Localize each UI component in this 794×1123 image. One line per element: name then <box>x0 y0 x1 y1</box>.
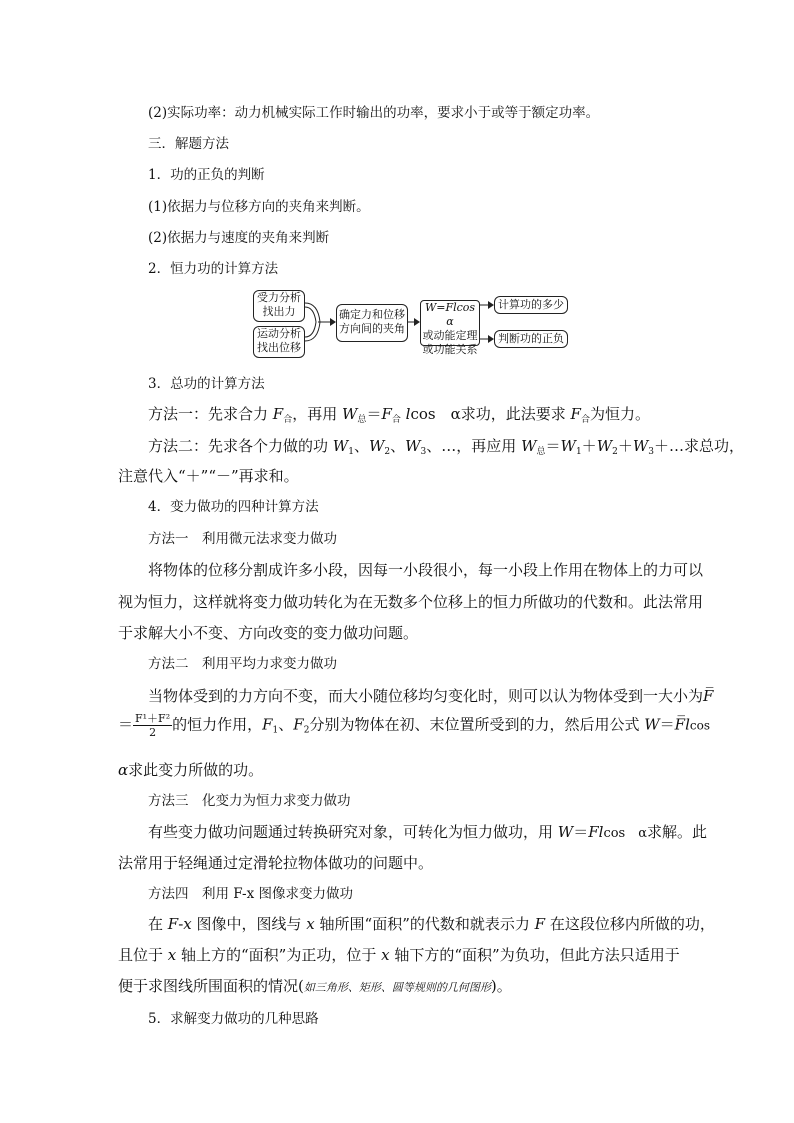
p2-fraction-den: 2 <box>149 726 157 739</box>
m2-text-eq: ＝ <box>545 437 561 455</box>
p2-sep: 、 <box>278 715 294 734</box>
text-transform-2: 法常用于轻绳通过定滑轮拉物体做功的问题中。 <box>118 854 434 872</box>
m2-sub-c: 3 <box>648 447 655 457</box>
m1-text-g: 为恒力。 <box>589 405 650 423</box>
p2-var-alpha: α <box>118 761 129 779</box>
p2-var-Fbar: F̅ <box>703 687 714 705</box>
p4-a5: 图像中，图线与 <box>191 915 307 933</box>
text-total-work-method-1 <box>148 404 650 430</box>
p3-text-b: 求解。此 <box>647 823 708 841</box>
p4-a1: 在 <box>148 915 168 933</box>
m1-sub-1: 合 <box>283 415 293 425</box>
m1-sub-2: 总 <box>357 415 367 425</box>
m2-var-W3: W <box>405 437 421 455</box>
m2-sub-1: 1 <box>348 447 354 457</box>
text-total-work-method-2 <box>148 436 744 462</box>
p2-sub-1: 1 <box>272 725 279 736</box>
heading-constant-force-work: 2．恒力功的计算方法 <box>148 261 279 277</box>
m2-text-b: 、…，再应用 <box>426 437 522 455</box>
m1-var-F: F <box>272 405 284 423</box>
m1-sub-3: 合 <box>391 415 401 425</box>
heading-method-micro-element: 方法一 利用微元法求变力做功 <box>148 531 337 547</box>
p2-sub-2: 2 <box>303 725 310 736</box>
p2-var-F2: F <box>293 715 304 734</box>
m2-plus-2: ＋ <box>617 437 633 455</box>
p4-b3: 轴上方的“面积”为正功，位于 <box>176 946 382 964</box>
heading-variable-force-ideas: 5．求解变力做功的几种思路 <box>148 1011 319 1027</box>
flow-box-formula-line3: 或功能关系 <box>422 343 478 356</box>
text-micro-element-1: 将物体的位移分割成许多小段，因每一小段很小，每一小段上作用在物体上的力可以 <box>148 561 704 579</box>
text-micro-element-2: 视为恒力，这样就将变力做功转化为在无数多个位移上的恒力所做功的代数和。此法常用 <box>118 593 704 611</box>
p3-text-cos: cos α <box>603 826 647 841</box>
text-fx-graph-3 <box>118 976 512 998</box>
heading-method-average-force: 方法二 利用平均力求变力做功 <box>148 656 337 672</box>
m1-var-F3: F <box>570 405 581 423</box>
p2-text-e: 求此变力所做的功。 <box>128 761 264 779</box>
m1-var-W: W <box>342 405 358 423</box>
p4-a7: 轴所围“面积”的代数和就表示力 <box>314 915 535 933</box>
p2-text-c: 分别为物体在初、末位置所受到的力，然后用公式 <box>309 715 645 734</box>
p2-var-F1: F <box>262 715 273 734</box>
m2-plus-1: ＋ <box>581 437 597 455</box>
m1-var-F2: F <box>381 405 392 423</box>
p4-c2: 如三角形、矩形、圆等规则的几何图形 <box>303 981 491 994</box>
p2-eq: ＝ <box>118 715 134 734</box>
m2-sub-2: 2 <box>384 447 391 457</box>
heading-work-sign: 1．功的正负的判断 <box>148 167 265 183</box>
m2-sub-total: 总 <box>536 447 546 457</box>
m2-text-d: ＋…求总功， <box>654 437 745 455</box>
p4-a8: F <box>534 915 546 933</box>
text-transform-1 <box>148 822 707 844</box>
m2-text-a: 方法二：先求各个力做的功 <box>148 437 333 455</box>
text-actual-power: (2)实际功率：动力机械实际工作时输出的功率，要求小于或等于额定功率。 <box>148 105 600 121</box>
text-micro-element-3: 于求解大小不变、方向改变的变力做功问题。 <box>118 624 419 642</box>
flow-box-force-analysis <box>253 290 305 322</box>
flow-box-angle-line1: 确定力和位移 <box>339 308 405 321</box>
m1-var-l: l <box>400 405 411 423</box>
p2-text-a: 当物体受到的力方向不变，而大小随位移均匀变化时，则可以认为物体受到一大小为 <box>148 687 704 705</box>
m2-var-Wc: W <box>632 437 649 455</box>
heading-method-fx-graph: 方法四 利用 F-x 图像求变力做功 <box>148 886 354 902</box>
text-fx-graph-2 <box>118 945 680 965</box>
p4-a3: - <box>178 915 184 933</box>
m1-text-cos: cos α <box>410 405 461 423</box>
flow-box-formula <box>420 300 480 356</box>
m2-var-Wa: W <box>560 437 576 455</box>
flow-box-angle <box>336 304 408 342</box>
flow-box-work-amount: 计算功的多少 <box>494 296 568 314</box>
p2-fraction <box>133 712 172 739</box>
m2-var-W1: W <box>332 437 349 455</box>
m2-sub-a: 1 <box>575 447 582 457</box>
flow-box-force-analysis-line1: 受力分析 <box>257 291 301 304</box>
m1-text-a: 方法一：先求合力 <box>148 405 273 423</box>
p3-text-a: 有些变力做功问题通过转换研究对象，可转化为恒力做功，用 <box>148 823 558 841</box>
m1-text-f: 求功，此法要求 <box>460 405 571 423</box>
m2-var-W2: W <box>368 437 385 455</box>
text-sign-method-2: (2)依据力与速度的夹角来判断 <box>148 230 330 246</box>
heading-method-transform: 方法三 化变力为恒力求变力做功 <box>148 793 351 809</box>
p2-fraction-num: F¹＋F² <box>135 712 171 725</box>
p2-eq2: ＝ <box>659 715 675 734</box>
heading-solving-methods: 三．解题方法 <box>148 136 229 152</box>
m1-text-c: ＝ <box>366 405 382 423</box>
m1-sub-4: 合 <box>580 415 590 425</box>
heading-total-work: 3．总功的计算方法 <box>148 376 265 392</box>
heading-variable-force-work: 4．变力做功的四种计算方法 <box>148 499 319 515</box>
p4-a4: x <box>183 915 192 933</box>
m2-sub-b: 2 <box>612 447 618 457</box>
text-average-force-2 <box>118 712 710 750</box>
m2-var-Wb: W <box>596 437 613 455</box>
p4-c3: )。 <box>490 977 512 995</box>
p4-c1: 便于求图线所围面积的情况( <box>118 977 304 995</box>
flow-box-motion-analysis-line2: 找出位移 <box>257 341 301 354</box>
text-fx-graph-1 <box>148 914 715 934</box>
m2-sep-1: 、 <box>353 437 369 455</box>
flow-box-work-sign: 判断功的正负 <box>494 330 568 348</box>
text-average-force-3 <box>118 760 263 780</box>
p4-b4: x <box>381 946 390 964</box>
p3-eq: ＝ <box>573 823 589 841</box>
flow-box-formula-line1: W=Flcos α <box>424 301 476 328</box>
p4-b1: 且位于 <box>118 946 168 964</box>
flow-box-angle-line2: 方向间的夹角 <box>339 322 405 335</box>
p2-text-b: 的恒力作用， <box>172 715 263 734</box>
text-sign-method-1: (1)依据力与位移方向的夹角来判断。 <box>148 199 370 215</box>
p3-var-W: W <box>557 823 574 841</box>
flow-box-force-analysis-line2: 找出力 <box>262 305 296 318</box>
p2-text-cos: cos <box>689 718 711 733</box>
p2-var-Fbar2: F̅ <box>674 715 686 734</box>
text-total-work-method-2-cont: 注意代入“＋”“－”再求和。 <box>118 467 299 485</box>
p4-a9: 在这段位移内所做的功， <box>545 915 715 933</box>
p3-var-Fl: Fl <box>588 823 604 841</box>
flow-box-motion-analysis <box>253 326 305 358</box>
m1-text-b: ，再用 <box>292 405 342 423</box>
p4-b2: x <box>167 946 177 964</box>
p4-a2: F <box>167 915 179 933</box>
flow-box-formula-line2: 或动能定理 <box>422 329 478 342</box>
p4-b5: 轴下方的“面积”为负功，但此方法只适用于 <box>389 946 680 964</box>
flow-box-motion-analysis-line1: 运动分析 <box>257 327 301 340</box>
text-average-force-1 <box>148 686 713 706</box>
m2-var-W: W <box>521 437 537 455</box>
p2-var-W: W <box>644 715 660 734</box>
p4-a6: x <box>306 915 315 933</box>
m2-sep-2: 、 <box>390 437 406 455</box>
m2-sub-3: 3 <box>420 447 427 457</box>
p2-var-l: l <box>685 715 690 734</box>
